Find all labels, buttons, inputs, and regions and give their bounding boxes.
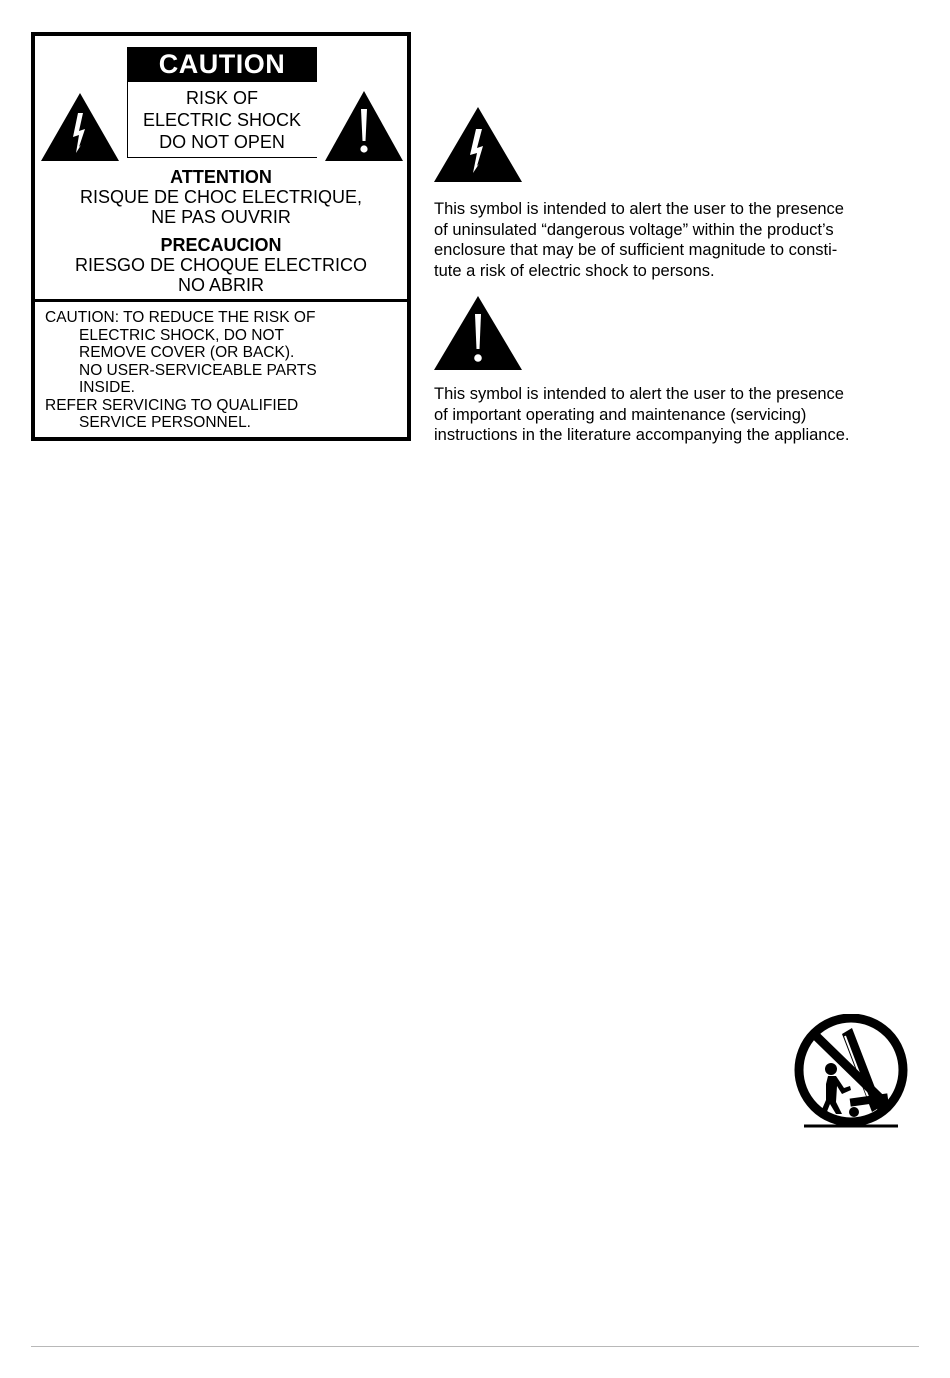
instruction-line: INSIDE. bbox=[79, 379, 135, 396]
caution-label-upper bbox=[35, 36, 407, 299]
risk-line: RISK OF bbox=[185, 88, 258, 108]
lightning-bolt-warning-icon bbox=[41, 93, 119, 161]
french-line: NE PAS OUVRIR bbox=[151, 207, 291, 227]
instruction-line: ELECTRIC SHOCK, DO NOT bbox=[79, 326, 284, 344]
caution-instructions bbox=[45, 309, 401, 432]
explanation-line: This symbol is intended to alert the user to the presence bbox=[434, 200, 844, 218]
cart-tip-over-warning-icon bbox=[790, 1014, 912, 1132]
explanation-line: instructions in the literature accompanying the appliance. bbox=[434, 426, 850, 444]
lightning-bolt-warning-icon bbox=[434, 107, 522, 182]
explanation-line: of uninsulated “dangerous voltage” within the product’s bbox=[434, 220, 834, 239]
instruction-line: REFER SERVICING TO QUALIFIED bbox=[45, 396, 299, 414]
explanation-line: This symbol is intended to alert the user to the presence bbox=[434, 385, 844, 403]
french-title: ATTENTION bbox=[170, 167, 272, 187]
instruction-line: CAUTION: TO REDUCE THE RISK OF bbox=[45, 309, 316, 326]
spanish-title: PRECAUCION bbox=[160, 235, 282, 255]
spanish-line: RIESGO DE CHOQUE ELECTRICO bbox=[74, 255, 368, 275]
french-line: RISQUE DE CHOC ELECTRIQUE, bbox=[79, 187, 363, 207]
footer-rule bbox=[31, 1346, 919, 1347]
risk-line: ELECTRIC SHOCK bbox=[142, 110, 302, 130]
voltage-symbol-explanation bbox=[434, 199, 914, 281]
caution-label-divider bbox=[35, 299, 407, 302]
explanation-line: tute a risk of electric shock to persons. bbox=[434, 261, 715, 280]
instruction-line: SERVICE PERSONNEL. bbox=[79, 414, 251, 431]
risk-line: DO NOT OPEN bbox=[159, 132, 285, 152]
instruction-line: REMOVE COVER (OR BACK). bbox=[79, 344, 295, 361]
exclamation-warning-icon bbox=[434, 296, 522, 370]
maintenance-symbol-explanation bbox=[434, 384, 914, 446]
instruction-line: NO USER-SERVICEABLE PARTS bbox=[79, 361, 317, 379]
caution-label bbox=[31, 32, 411, 441]
explanation-line: of important operating and maintenance (servicing) bbox=[434, 405, 807, 424]
risk-text bbox=[127, 87, 317, 153]
spanish-line: NO ABRIR bbox=[177, 275, 265, 295]
exclamation-warning-icon bbox=[325, 91, 403, 161]
caution-header: CAUTION bbox=[127, 47, 317, 82]
french-warning bbox=[35, 167, 407, 227]
explanation-line: enclosure that may be of sufficient magnitude to consti- bbox=[434, 241, 838, 259]
spanish-warning bbox=[35, 235, 407, 295]
